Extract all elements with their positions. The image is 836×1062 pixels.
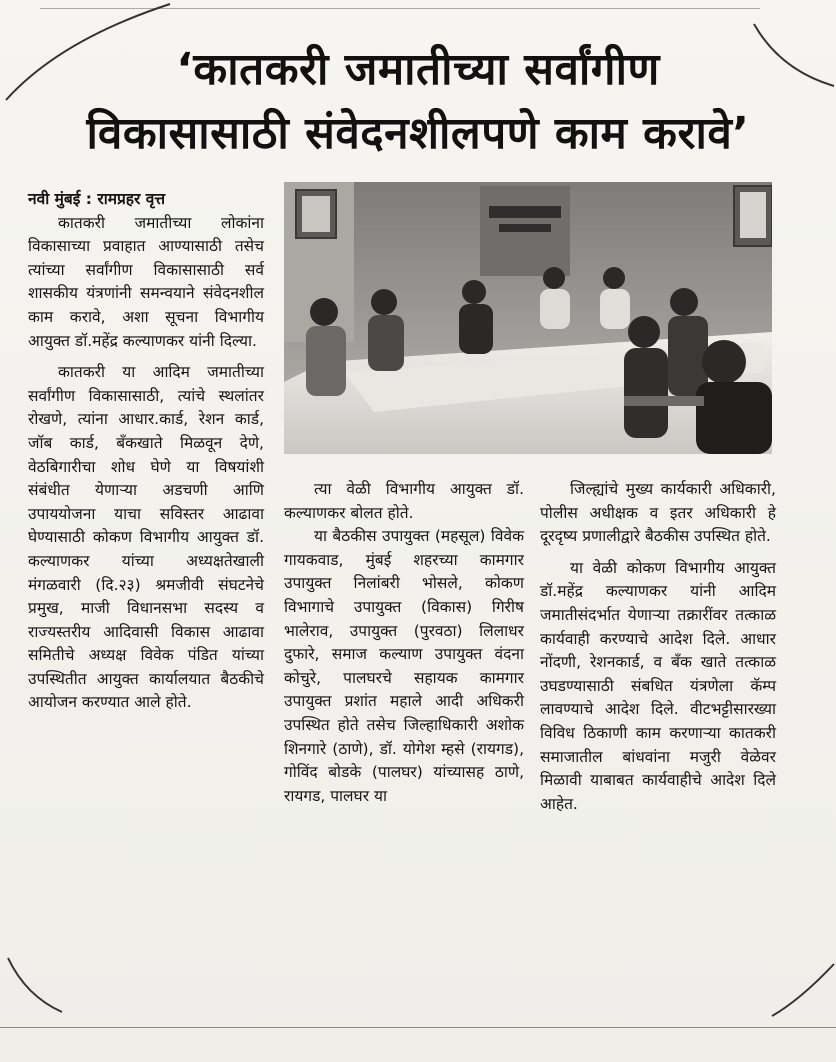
dateline: नवी मुंबई : रामप्रहर वृत्त	[28, 190, 166, 208]
meeting-photo-graphic	[284, 182, 772, 454]
paragraph: या वेळी कोकण विभागीय आयुक्त डॉ.महेंद्र कल्याणकर यांनी आदिम जमातीसंदर्भात येणाऱ्या तक्रारींवर तत्काळ कार्यवाही करण्याचे आदेश दिले. आधार नोंदणी, रेशनकार्ड, व बँक खाते तत्काळ उघडण्यासाठी संबधित यंत्रणेला कॅम्प लावण्याचे आदेश दिले. वीटभट्टीसारख्या विविध ठिकाणी काम करणाऱ्या कातकरी समाजातील बांधवांना मजुरी वेळेवर मिळावी याबाबत कार्यवाहीचे आदेश दिले आहेत.	[540, 558, 776, 813]
article-column-1	[28, 188, 264, 715]
corner-mark-bottom-left	[6, 956, 66, 1016]
article-column-2	[284, 478, 524, 808]
paragraph: त्या वेळी विभागीय आयुक्त डॉ. कल्याणकर बोलत होते.	[284, 480, 524, 522]
headline-line-1: ‘कातकरी जमातीच्या सर्वांगीण	[176, 44, 660, 95]
paragraph: या बैठकीस उपायुक्त (महसूल) विवेक गायकवाड, मुंबई शहरच्या कामगार उपायुक्त निलांबरी भोसले, कोकण विभागाचे उपायुक्त (विकास) गिरीष भालेराव, उपायुक्त (पुरवठा) लिलाधर दुफारे, समाज कल्याण उपायुक्त वंदना कोचुरे, पालघरचे सहायक कामगार उपायुक्त प्रशांत महाले आदी अधिकरी उपस्थित होते तसेच जिल्हाधिकारी अशोक शिनगारे (ठाणे), डॉ. योगेश म्हसे (रायगड), गोविंद बोडके (पालघर) यांच्यासह ठाणे, रायगड, पालघर या	[284, 527, 524, 805]
bottom-rule	[0, 1027, 836, 1028]
paragraph: कातकरी या आदिम जमातीच्या सर्वांगीण विकासासाठी, त्यांचे स्थलांतर रोखणे, त्यांना आधार.कार्ड, रेशन कार्ड, जॉब कार्ड, बँकखाते मिळवून देणे, वेठबिगारीचा शोध घेणे या विषयांशी संबंधीत येणाऱ्या अडचणी आणि उपाययोजना याचा सविस्तर आढावा घेण्यासाठी कोकण विभागीय आयुक्त डॉ. कल्याणकर यांच्या अध्यक्षतेखाली मंगळवारी (दि.२३) श्रमजीवी संघटनेचे प्रमुख, माजी विधानसभा सदस्य व राज्यस्तरीय आदिवासी विकास आढावा समितीचे अध्यक्ष विवेक पंडित यांच्या उपस्थितीत आयुक्त कार्यालयात बैठकीचे आयोजन करण्यात आले होते.	[28, 363, 264, 712]
paragraph: जिल्ह्यांचे मुख्य कार्यकारी अधिकारी, पोलीस अधीक्षक व इतर अधिकारी हे दूरदृष्य प्रणालीद्वारे बैठकीस उपस्थित होते.	[540, 480, 776, 546]
article-column-3	[540, 478, 776, 816]
meeting-photo	[284, 182, 772, 454]
corner-mark-bottom-right	[770, 960, 836, 1020]
paragraph: कातकरी जमातीच्या लोकांना विकासाच्या प्रवाहात आण्यासाठी तसेच त्यांच्या सर्वांगीण विकासासाठी सर्व शासकीय यंत्रणांनी समन्वयाने संवेदनशील काम करावे, अशा सूचना विभागीय आयुक्त डॉ.महेंद्र कल्याणकर यांनी दिल्या.	[28, 213, 264, 350]
headline-line-2: विकासासाठी संवेदनशीलपणे काम करावे’	[86, 108, 750, 159]
